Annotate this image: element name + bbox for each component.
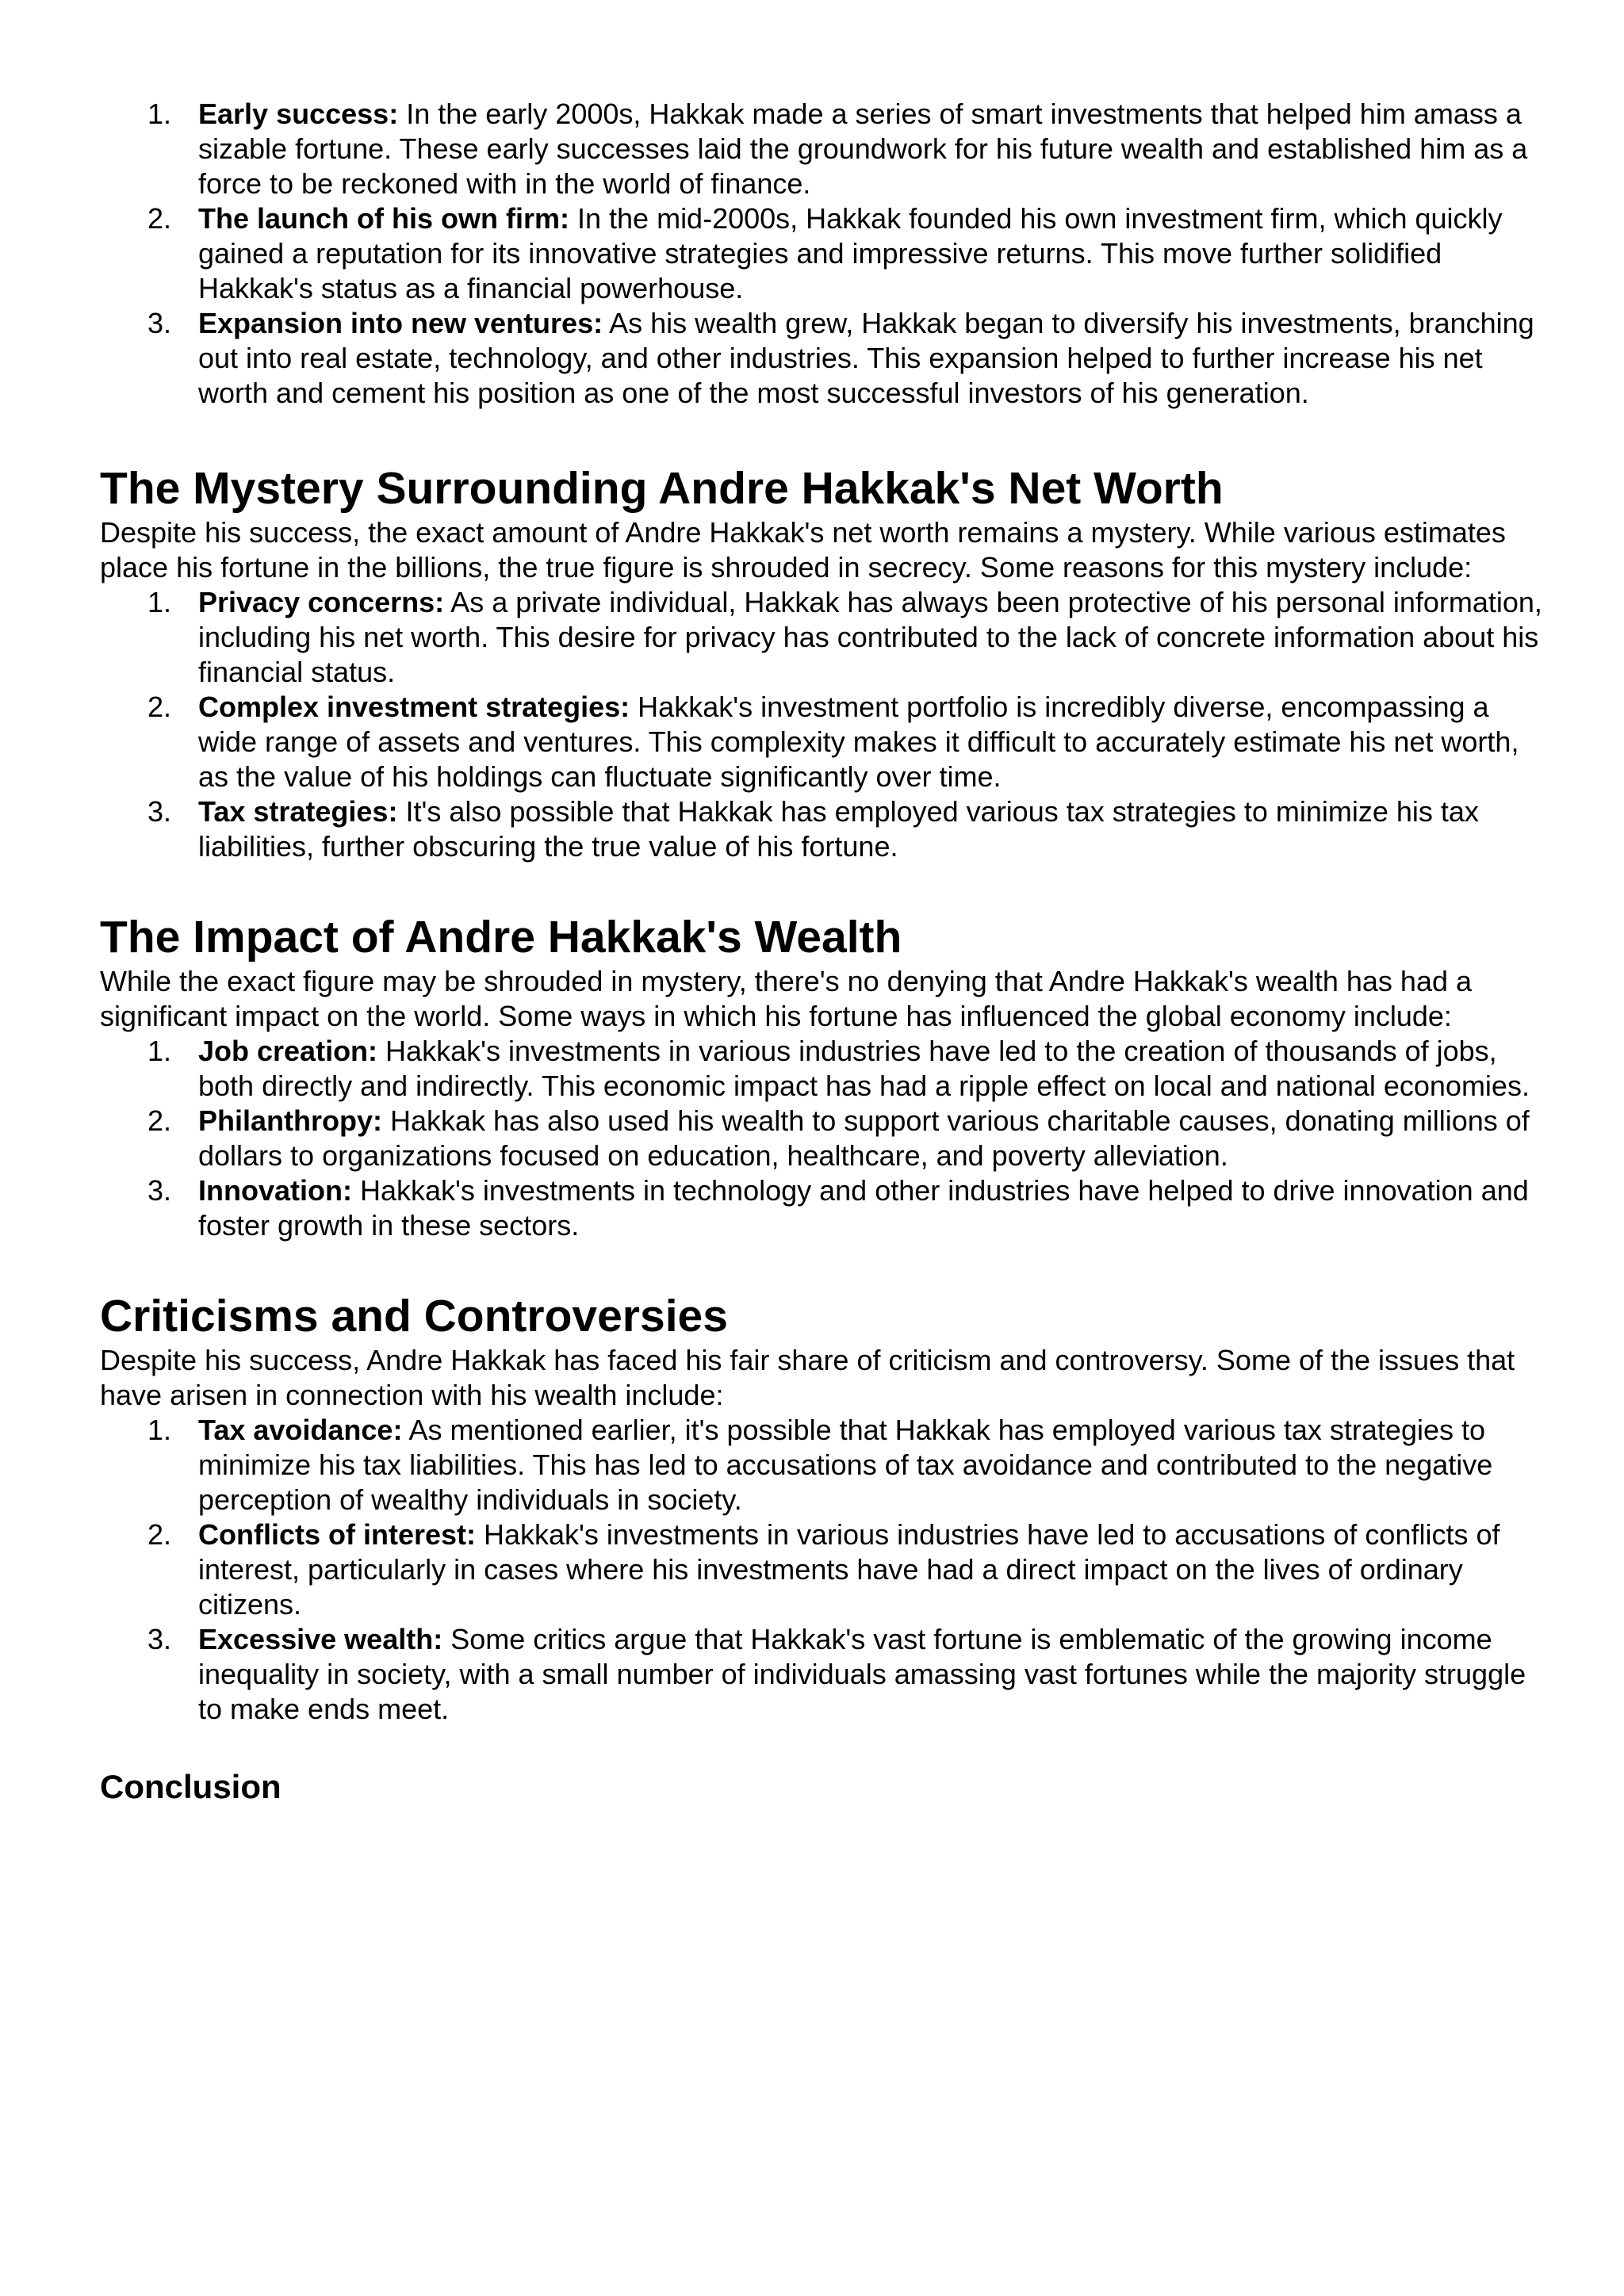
section-intro-impact: While the exact figure may be shrouded in mystery, there's no denying that Andre Hakkak's wealth has had a significant impact on the world. Some ways in which his fortune has influenced the global economy include: [100,965,1473,1032]
list-number: 1. [147,1035,172,1067]
impact-list [100,1034,1551,1243]
list-item-term: Philanthropy: [198,1104,382,1137]
list-number: 1. [147,586,172,618]
list-item [100,1413,1551,1517]
list-item-text: Hakkak has also used his wealth to support various charitable causes, donating millions of dollars to organizations focused on education, healthcare, and poverty alleviation. [198,1104,1530,1172]
list-number: 1. [147,1414,172,1446]
list-item [100,1034,1551,1104]
list-number: 1. [147,98,172,130]
list-number: 2. [147,1518,172,1551]
list-item [100,97,1551,201]
list-item-text: As a private individual, Hakkak has always been protective of his personal information, including his net worth. This desire for privacy has contributed to the lack of concrete information about his financial status. [198,586,1542,688]
document-page [100,97,1551,1808]
section-heading-mystery: The Mystery Surrounding Andre Hakkak's Net Worth [100,463,1224,514]
list-item [100,201,1551,306]
list-number: 3. [147,795,172,828]
list-item-term: Expansion into new ventures: [198,307,603,339]
list-number: 2. [147,1104,172,1137]
list-number: 3. [147,1174,172,1207]
list-item [100,1173,1551,1243]
list-item-term: Early success: [198,98,399,130]
list-item-text: Some critics argue that Hakkak's vast fortune is emblematic of the growing income inequality in society, with a small number of individuals amassing vast fortunes while the majority struggle to make ends meet. [198,1623,1526,1725]
list-item-text: Hakkak's investments in various industries have led to accusations of conflicts of interest, particularly in cases where his investments have had a direct impact on the lives of ordinary citizens. [198,1518,1500,1621]
list-item-term: Privacy concerns: [198,586,445,618]
list-number: 2. [147,202,172,235]
list-item-term: Innovation: [198,1174,352,1207]
list-item [100,1104,1551,1173]
list-item [100,1517,1551,1622]
criticisms-list [100,1413,1551,1727]
list-item [100,690,1551,794]
list-number: 2. [147,691,172,723]
list-item-term: Conflicts of interest: [198,1518,477,1551]
mystery-list [100,585,1551,864]
section-heading-criticisms: Criticisms and Controversies [100,1291,728,1341]
list-item [100,306,1551,411]
list-item-text: As his wealth grew, Hakkak began to diversify his investments, branching out into real estate, technology, and other industries. This expansion helped to further increase his net worth and cement his position as one of the most successful investors of his generation. [198,307,1534,409]
section-heading-conclusion: Conclusion [100,1768,282,1805]
list-item-term: Tax avoidance: [198,1414,403,1446]
list-item-term: Job creation: [198,1035,378,1067]
list-item [100,585,1551,690]
list-item-text: In the early 2000s, Hakkak made a series of smart investments that helped him amass a sizable fortune. These early successes laid the groundwork for his future wealth and established him as a force to be reckoned with in the world of finance. [198,98,1528,200]
list-number: 3. [147,307,172,339]
intro-list [100,97,1551,411]
list-item-term: Complex investment strategies: [198,691,630,723]
list-item-text: As mentioned earlier, it's possible that Hakkak has employed various tax strategies to minimize his tax liabilities. This has led to accusations of tax avoidance and contributed to the negative perception of wealthy individuals in society. [198,1414,1493,1516]
list-item-text: It's also possible that Hakkak has employed various tax strategies to minimize his tax liabilities, further obscuring the true value of his fortune. [198,795,1479,863]
section-intro-mystery: Despite his success, the exact amount of Andre Hakkak's net worth remains a mystery. While various estimates place his fortune in the billions, the true figure is shrouded in secrecy. Some reasons for this mystery include: [100,516,1506,584]
list-item-text: In the mid-2000s, Hakkak founded his own investment firm, which quickly gained a reputation for its innovative strategies and impressive returns. This move further solidified Hakkak's status as a financial powerhouse. [198,202,1503,304]
list-item-term: Excessive wealth: [198,1623,443,1655]
list-item-text: Hakkak's investments in technology and other industries have helped to drive innovation and foster growth in these sectors. [198,1174,1529,1242]
section-heading-impact: The Impact of Andre Hakkak's Wealth [100,912,902,962]
list-item-text: Hakkak's investments in various industries have led to the creation of thousands of jobs, both directly and indirectly. This economic impact has had a ripple effect on local and national economies. [198,1035,1530,1102]
list-item [100,794,1551,864]
list-number: 3. [147,1623,172,1655]
list-item-term: Tax strategies: [198,795,398,828]
list-item-text: Hakkak's investment portfolio is incredibly diverse, encompassing a wide range of assets and ventures. This complexity makes it difficult to accurately estimate his net worth, as the value of his holdings can fluctuate significantly over time. [198,691,1519,793]
list-item-term: The launch of his own firm: [198,202,569,235]
list-item [100,1622,1551,1727]
section-intro-criticisms: Despite his success, Andre Hakkak has faced his fair share of criticism and controversy. Some of the issues that have arisen in connection with his wealth include: [100,1344,1515,1411]
